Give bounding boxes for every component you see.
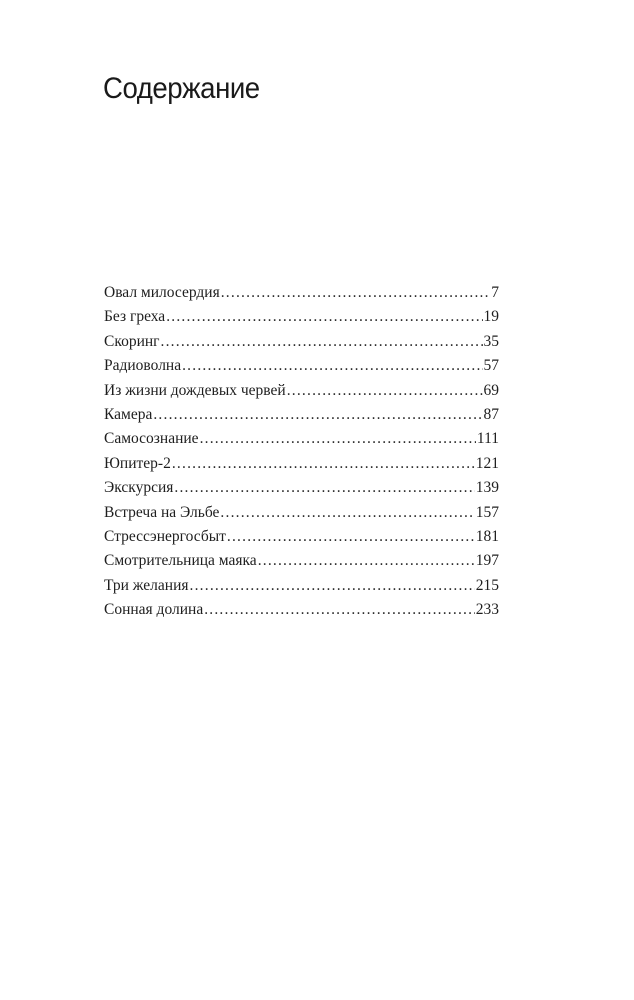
toc-entry-page: 57 <box>483 357 499 375</box>
toc-entry-page: 181 <box>475 527 499 545</box>
toc-entry <box>104 577 499 601</box>
dot-leader <box>174 479 474 497</box>
toc-entry-page: 197 <box>475 552 499 570</box>
toc-entry-page: 233 <box>475 601 499 619</box>
dot-leader <box>227 528 475 546</box>
toc-entry-title: Камера <box>104 405 153 423</box>
toc-entry-title: Сонная долина <box>104 601 204 619</box>
toc-entry-title: Самосознание <box>104 430 199 448</box>
dot-leader <box>200 430 476 448</box>
dot-leader <box>204 601 475 619</box>
toc-entry-title: Без греха <box>104 308 166 326</box>
dot-leader <box>190 577 475 595</box>
toc-entry-title: Встреча на Эльбе <box>104 503 220 521</box>
dot-leader <box>182 357 482 375</box>
toc-entry <box>104 601 499 625</box>
toc-entry <box>104 284 499 308</box>
toc-entry-page: 215 <box>475 576 499 594</box>
toc-entry-title: Радиоволна <box>104 357 182 375</box>
dot-leader <box>220 504 474 522</box>
toc-entry-page: 139 <box>475 479 499 497</box>
toc-entry-title: Смотрительница маяка <box>104 552 257 570</box>
dot-leader <box>221 284 491 302</box>
toc-entry <box>104 479 499 503</box>
toc-entry <box>104 552 499 576</box>
dot-leader <box>166 308 482 326</box>
toc-entry <box>104 333 499 357</box>
table-of-contents <box>104 284 499 625</box>
toc-entry-title: Три желания <box>104 576 189 594</box>
toc-entry-title: Стрессэнергосбыт <box>104 527 226 545</box>
toc-entry-page: 87 <box>483 405 499 423</box>
toc-entry-page: 121 <box>475 454 499 472</box>
toc-entry <box>104 504 499 528</box>
page-title: Содержание <box>103 72 260 105</box>
toc-entry-page: 69 <box>483 381 499 399</box>
toc-entry <box>104 382 499 406</box>
toc-entry-title: Юпитер-2 <box>104 454 171 472</box>
toc-entry <box>104 308 499 332</box>
toc-entry-title: Скоринг <box>104 332 160 350</box>
toc-entry-page: 19 <box>483 308 499 326</box>
dot-leader <box>161 333 483 351</box>
toc-entry-page: 111 <box>476 430 499 448</box>
toc-entry-page: 35 <box>483 332 499 350</box>
dot-leader <box>287 382 483 400</box>
toc-entry-title: Овал милосердия <box>104 284 220 301</box>
toc-entry <box>104 357 499 381</box>
dot-leader <box>153 406 482 424</box>
toc-entry-title: Экскурсия <box>104 479 174 497</box>
toc-entry-title: Из жизни дождевых червей <box>104 381 286 399</box>
toc-entry-page: 7 <box>491 284 499 301</box>
dot-leader <box>172 455 475 473</box>
toc-entry-page: 157 <box>475 503 499 521</box>
dot-leader <box>258 552 475 570</box>
toc-entry <box>104 455 499 479</box>
toc-entry <box>104 528 499 552</box>
toc-entry <box>104 430 499 454</box>
toc-entry <box>104 406 499 430</box>
